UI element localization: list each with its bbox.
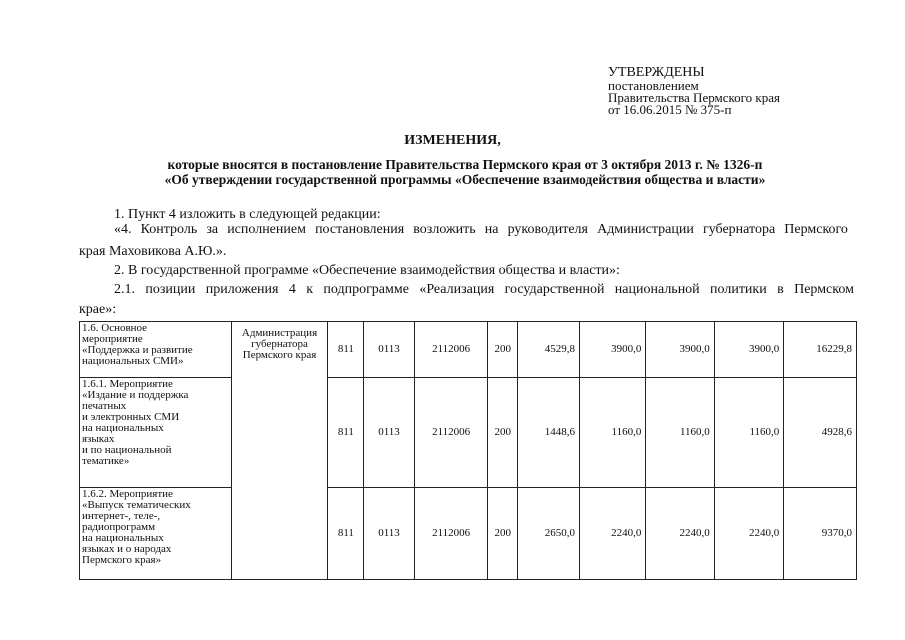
value-2018-cell: 2240,0 (714, 488, 783, 580)
section-cell: 0113 (364, 378, 415, 488)
administrator-cell (231, 322, 328, 580)
total-cell: 9370,0 (784, 488, 857, 580)
paragraph-word: за (206, 222, 219, 237)
paragraph-word: исполнением (227, 222, 306, 237)
paragraph-word: возложить (413, 222, 476, 237)
approval-stamp (608, 66, 780, 116)
subtitle-line-1: которые вносятся в постановление Правительства Пермского края от 3 октября 2013 г. № 1326-п (167, 157, 763, 172)
csr-cell: 2112006 (414, 322, 488, 378)
total-cell: 16229,8 (784, 322, 857, 378)
paragraph-4-line-1 (114, 282, 854, 298)
paragraph-word: государственной (504, 282, 605, 297)
paragraph-2-line-1 (114, 222, 848, 238)
paragraph-word: к (306, 282, 313, 297)
paragraph-word: подпрограмме (323, 282, 409, 297)
vr-cell: 200 (488, 378, 517, 488)
paragraph-3: 2. В государственной программе «Обеспечение взаимодействия общества и власти»: (114, 263, 620, 278)
document-title: ИЗМЕНЕНИЯ, (404, 133, 501, 148)
value-2016-cell: 2240,0 (580, 488, 646, 580)
value-2017-cell: 3900,0 (646, 322, 714, 378)
paragraph-word: Контроль (140, 222, 198, 237)
grbs-cell: 811 (328, 488, 364, 580)
csr-cell: 2112006 (414, 488, 488, 580)
paragraph-word: губернатора (702, 222, 776, 237)
value-2016-cell: 3900,0 (580, 322, 646, 378)
value-2016-cell: 1160,0 (580, 378, 646, 488)
csr-cell: 2112006 (414, 378, 488, 488)
paragraph-word: 2.1. (114, 282, 135, 297)
table-row (80, 322, 857, 378)
value-2018-cell: 1160,0 (714, 378, 783, 488)
paragraph-word: Пермском (794, 282, 854, 297)
paragraph-word: Пермского (784, 222, 848, 237)
paragraph-word: приложения (205, 282, 279, 297)
paragraph-word: на (484, 222, 499, 237)
paragraph-word: «4. (114, 222, 132, 237)
row-name-cell: 1.6. Основное мероприятие «Поддержка и развитие национальных СМИ» (80, 322, 232, 378)
value-2015-cell: 1448,6 (517, 378, 579, 488)
value-2017-cell: 2240,0 (646, 488, 714, 580)
grbs-cell: 811 (328, 322, 364, 378)
table-row (80, 488, 857, 580)
paragraph-word: «Реализация (419, 282, 495, 297)
vr-cell: 200 (488, 488, 517, 580)
paragraph-word: 4 (288, 282, 296, 297)
program-table (79, 321, 857, 580)
total-cell: 4928,6 (784, 378, 857, 488)
approval-heading: УТВЕРЖДЕНЫ (608, 65, 705, 80)
value-2015-cell: 4529,8 (517, 322, 579, 378)
table-row (80, 378, 857, 488)
approval-line-3: Правительства Пермского края (608, 90, 780, 105)
value-2017-cell: 1160,0 (646, 378, 714, 488)
subtitle-line-2: «Об утверждении государственной программы «Обеспечение взаимодействия общества и власти» (164, 172, 766, 187)
section-cell: 0113 (364, 488, 415, 580)
paragraph-word: в (777, 282, 784, 297)
row-name-cell: 1.6.1. Мероприятие «Издание и поддержка печатных и электронных СМИ на национальных языках и по национальной тематике» (80, 378, 232, 488)
approval-line-4: от 16.06.2015 № 375-п (608, 102, 732, 117)
approval-line-2: постановлением (608, 78, 699, 93)
paragraph-4-line-2: крае»: (79, 302, 117, 317)
row-name-cell: 1.6.2. Мероприятие «Выпуск тематических интернет-, теле-, радиопрограмм на национальных языках и о народах Пермского края» (80, 488, 232, 580)
paragraph-word: национальной (614, 282, 700, 297)
value-2018-cell: 3900,0 (714, 322, 783, 378)
grbs-cell: 811 (328, 378, 364, 488)
document-subtitle (0, 157, 905, 187)
vr-cell: 200 (488, 322, 517, 378)
paragraph-word: Администрации (597, 222, 694, 237)
paragraph-word: позиции (145, 282, 196, 297)
value-2015-cell: 2650,0 (517, 488, 579, 580)
paragraph-2-line-2: края Маховикова А.Ю.». (79, 244, 227, 259)
paragraph-1: 1. Пункт 4 изложить в следующей редакции: (114, 207, 381, 222)
administrator-name: Администрация губернатора Пермского края (241, 327, 318, 361)
paragraph-word: постановления (315, 222, 405, 237)
paragraph-word: политики (710, 282, 767, 297)
section-cell: 0113 (364, 322, 415, 378)
paragraph-word: руководителя (507, 222, 588, 237)
